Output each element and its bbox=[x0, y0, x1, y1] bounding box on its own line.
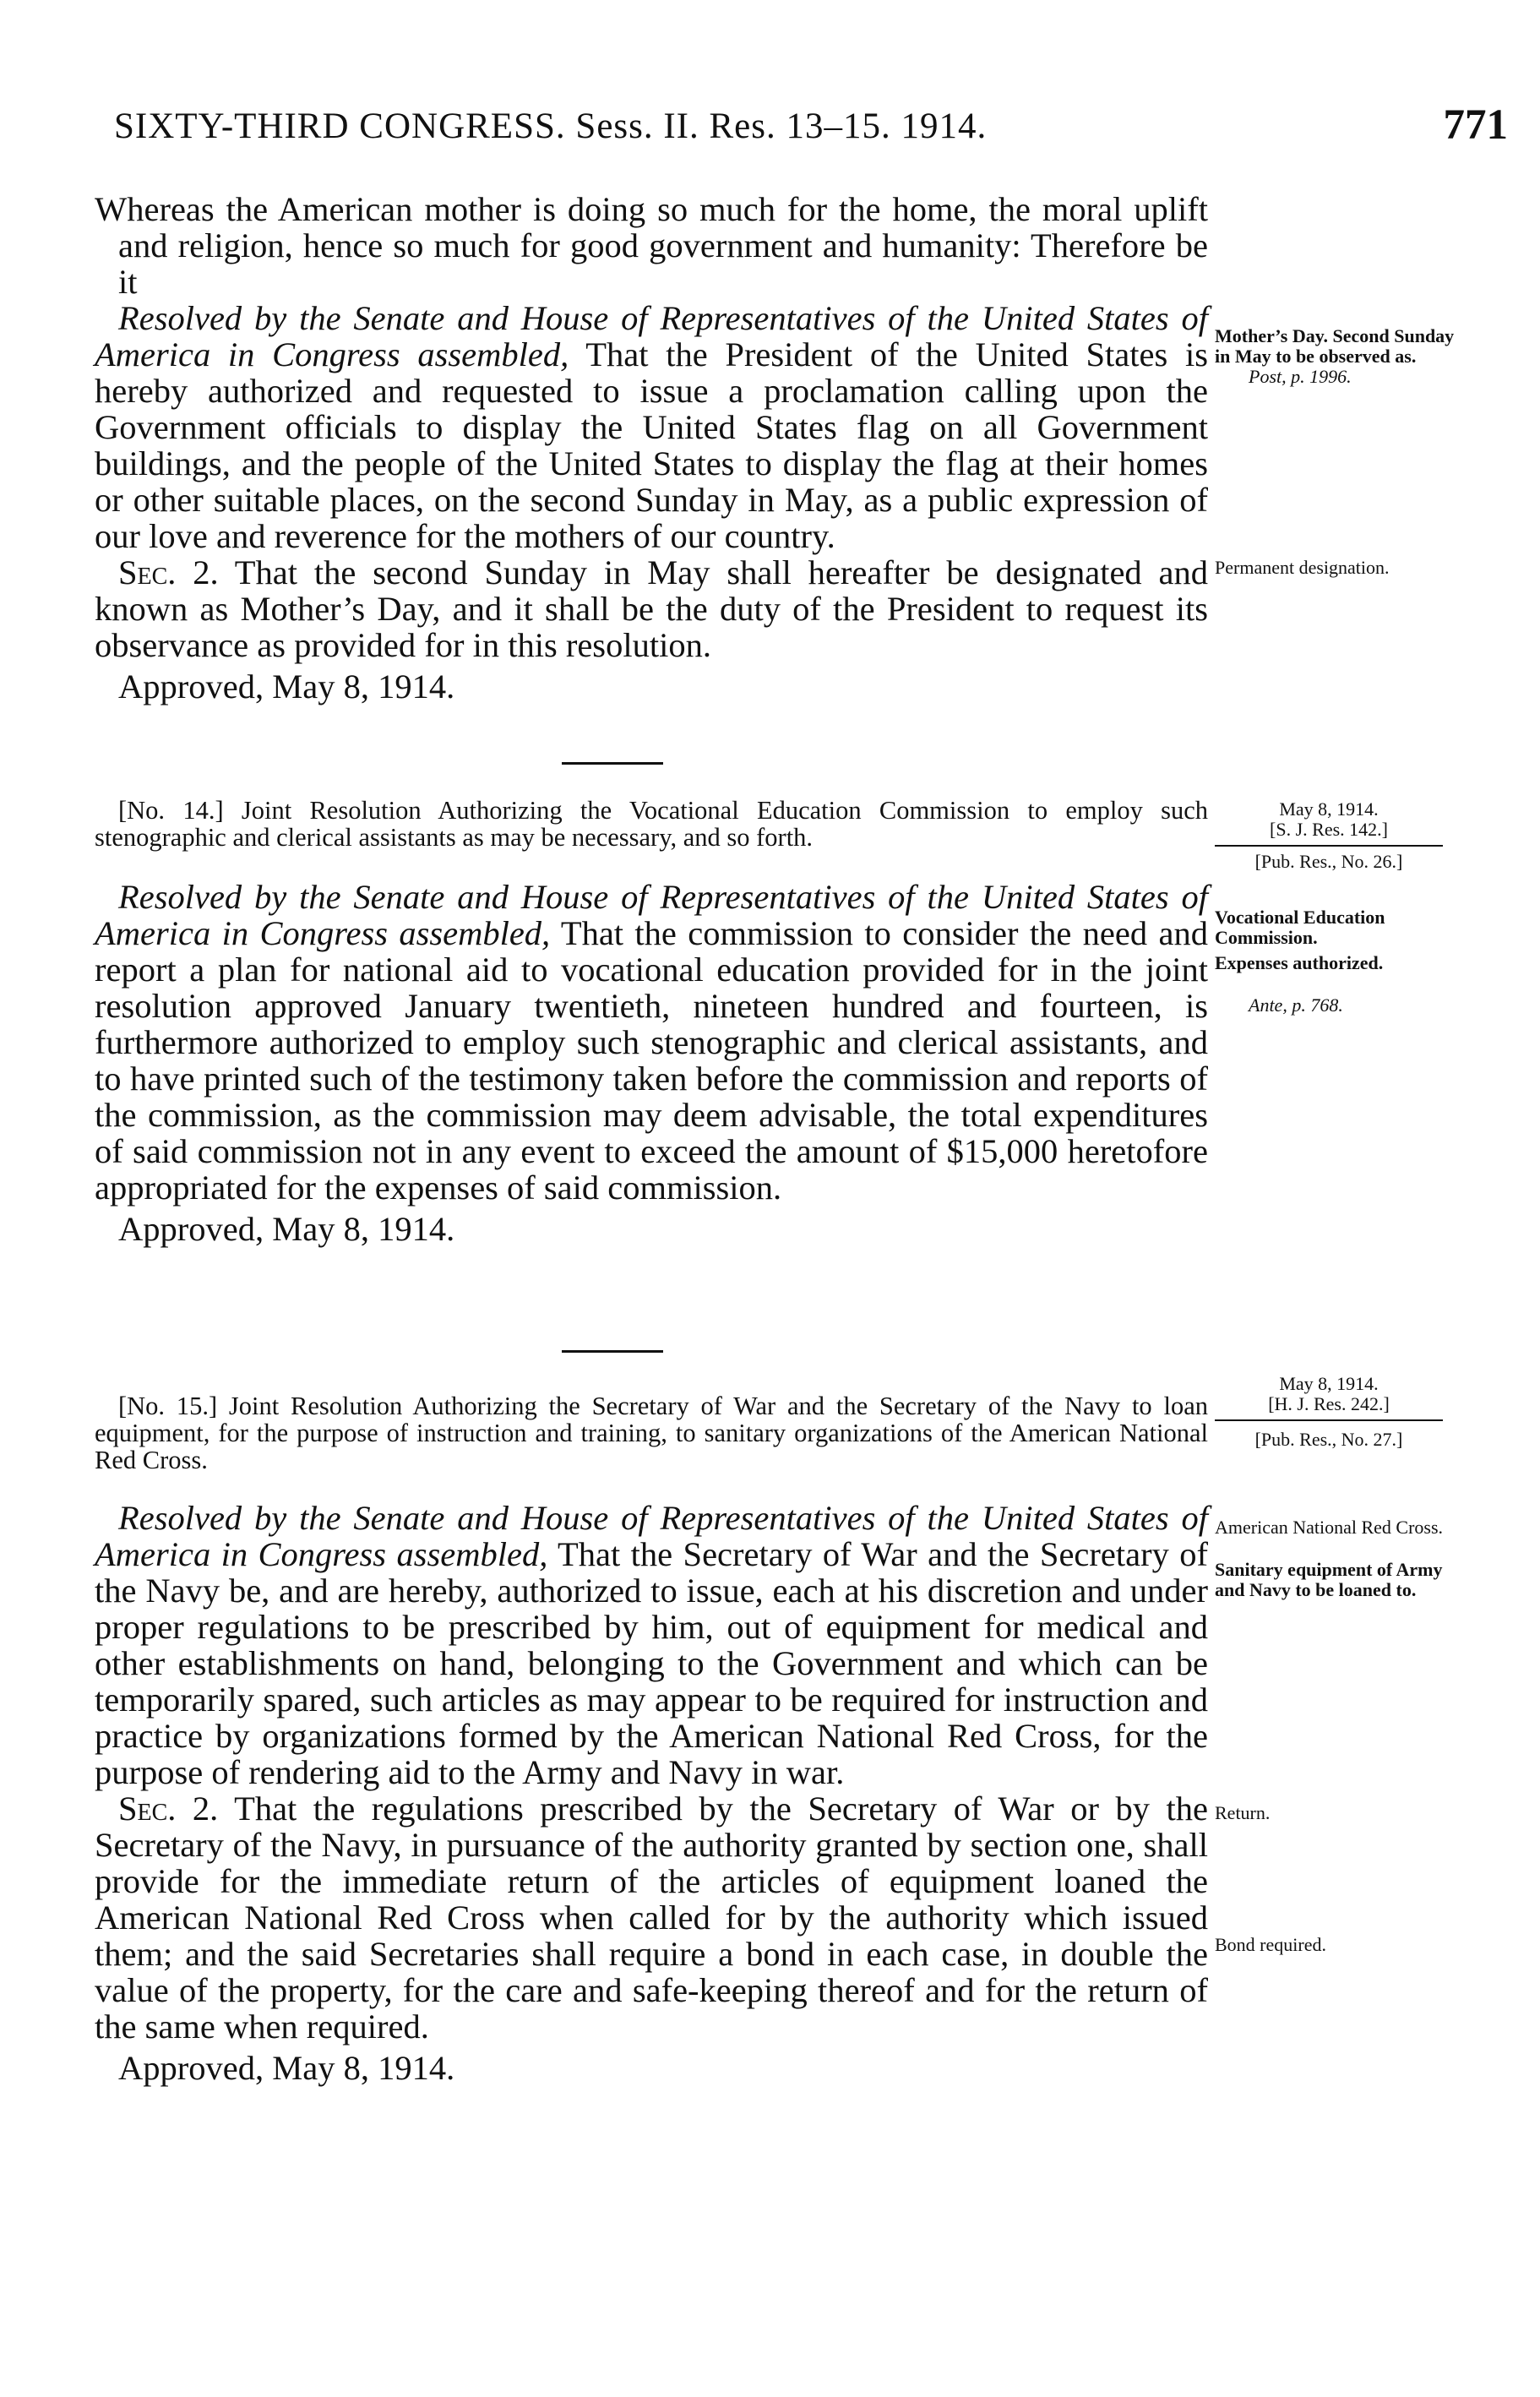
margin-rule bbox=[1215, 1419, 1443, 1421]
resolution-13 bbox=[95, 191, 1208, 705]
section-divider bbox=[562, 762, 663, 765]
enacting-clause: Resolved by the Senate and House of Representatives of the United States of America in Congress assembled, bbox=[95, 878, 1208, 952]
page-number: 771 bbox=[1443, 101, 1508, 149]
resolution-14 bbox=[95, 879, 1208, 1247]
resolution-title: [No. 15.] Joint Resolution Authorizing the Secretary of War and the Secretary of the Navy to loan equipment, for the purpose of instruction and training, to sanitary organizations of the American National Red Cross. bbox=[95, 1392, 1208, 1474]
margin-note-res14-date: May 8, 1914. bbox=[1279, 798, 1379, 820]
page-header bbox=[114, 101, 1508, 156]
resolution-14-heading bbox=[95, 797, 1208, 851]
resolution-title: [No. 14.] Joint Resolution Authorizing the Vocational Education Commission to employ such stenographic and clerical assistants as may be necessary, and so forth. bbox=[95, 796, 1208, 852]
running-head: SIXTY-THIRD CONGRESS. Sess. II. Res. 13–15. 1914. bbox=[114, 106, 988, 146]
section-2 bbox=[95, 1790, 1208, 2045]
margin-note-ante: Ante, p. 768. bbox=[1249, 994, 1343, 1016]
margin-note-mothers-day bbox=[1215, 326, 1468, 387]
resolved-text: That the commission to consider the need and report a plan for national aid to vocational education provided for in the joint resolution approved January twentieth, nineteen hundred and fourteen, is furthermore authorized to employ such stenographic and clerical assistants, and to have printed such of the testimony taken before the commission and reports of the commission, as the commission may deem advisable, the total expenditures of said commission not in any event to exceed the amount of $15,000 heretofore appropriated for the expenses of said commission. bbox=[95, 914, 1208, 1207]
resolution-15-heading bbox=[95, 1392, 1208, 1474]
whereas-clause: Whereas the American mother is doing so much for the home, the moral uplift and religion, hence so much for good government and humanity: Therefore be it bbox=[95, 190, 1208, 301]
margin-note-sanitary: Sanitary equipment of Army and Navy to be loaned to. bbox=[1215, 1559, 1443, 1600]
section-text: That the second Sunday in May shall hereafter be designated and known as Mother’s Day, and it shall be the duty of the President to request its observance as provided for in this resolution. bbox=[95, 553, 1208, 664]
section-text: That the regulations prescribed by the Secretary of War or by the Secretary of the Navy, in pursuance of the authority granted by section one, shall provide for the immediate return of the articles of equipment loaned the American National Red Cross when called for by the authority which issued them; and the said Secretaries shall require a bond in each case, in double the value of the property, for the care and safe-keeping thereof and for the return of the same when required. bbox=[95, 1790, 1208, 2046]
margin-note-text: Second Sunday in May to be observed as. bbox=[1215, 325, 1455, 367]
resolved-text: That the President of the United States is hereby authorized and requested to issue a proclamation calling upon the Government officials to display the United States flag on all Government buildings, and the people of the United States to display the flag at their homes or other suitable places, on the second Sunday in May, as a public expression of our love and reverence for the mothers of our country. bbox=[95, 335, 1208, 555]
margin-note-res15-pub: [Pub. Res., No. 27.] bbox=[1254, 1429, 1403, 1450]
enacting-clause: Resolved by the Senate and House of Representatives of the United States of America in Congress assembled, bbox=[95, 1499, 1208, 1573]
margin-note-vocational: Vocational Education Commission. bbox=[1215, 907, 1385, 948]
margin-note-res15-date: May 8, 1914. bbox=[1279, 1373, 1379, 1394]
resolved-text: That the Secretary of War and the Secretary of the Navy be, and are hereby, authorized to issue, each at his discretion and under proper regulations to be prescribed by him, out of equipment for medical and other establishments on hand, belonging to the Government and which can be temporarily spared, such articles as may appear to be required for instruction and practice by organizations formed by the American National Red Cross, for the purpose of rendering aid to the Army and Navy in war. bbox=[95, 1535, 1208, 1791]
resolution-15 bbox=[95, 1500, 1208, 2086]
margin-note-permanent: Permanent designation. bbox=[1215, 557, 1390, 578]
margin-note-res15-bill: [H. J. Res. 242.] bbox=[1268, 1393, 1390, 1414]
margin-note-res14-pub: [Pub. Res., No. 26.] bbox=[1254, 851, 1403, 872]
margin-note-return: Return. bbox=[1215, 1802, 1271, 1823]
section-2 bbox=[95, 554, 1208, 663]
margin-rule bbox=[1215, 845, 1443, 847]
section-label: Sec. 2. bbox=[118, 553, 219, 591]
enacting-clause: Resolved by the Senate and House of Representatives of the United States of America in Congress assembled, bbox=[95, 299, 1208, 373]
approval-line: Approved, May 8, 1914. bbox=[118, 1210, 455, 1248]
margin-note-expenses: Expenses authorized. bbox=[1215, 952, 1384, 973]
resolved-clause bbox=[95, 879, 1208, 1206]
section-label: Sec. 2. bbox=[118, 1790, 219, 1828]
resolved-clause bbox=[95, 1500, 1208, 1790]
resolved-clause bbox=[95, 300, 1208, 554]
margin-note-bond: Bond required. bbox=[1215, 1934, 1326, 1955]
approval-line: Approved, May 8, 1914. bbox=[118, 667, 455, 705]
margin-note-title: Mother’s Day. bbox=[1215, 325, 1328, 346]
margin-note-res14-bill: [S. J. Res. 142.] bbox=[1270, 819, 1388, 840]
margin-note-reference: Post, p. 1996. bbox=[1249, 366, 1352, 387]
margin-note-red-cross: American National Red Cross. bbox=[1215, 1517, 1444, 1538]
section-divider bbox=[562, 1350, 663, 1353]
approval-line: Approved, May 8, 1914. bbox=[118, 2049, 455, 2087]
